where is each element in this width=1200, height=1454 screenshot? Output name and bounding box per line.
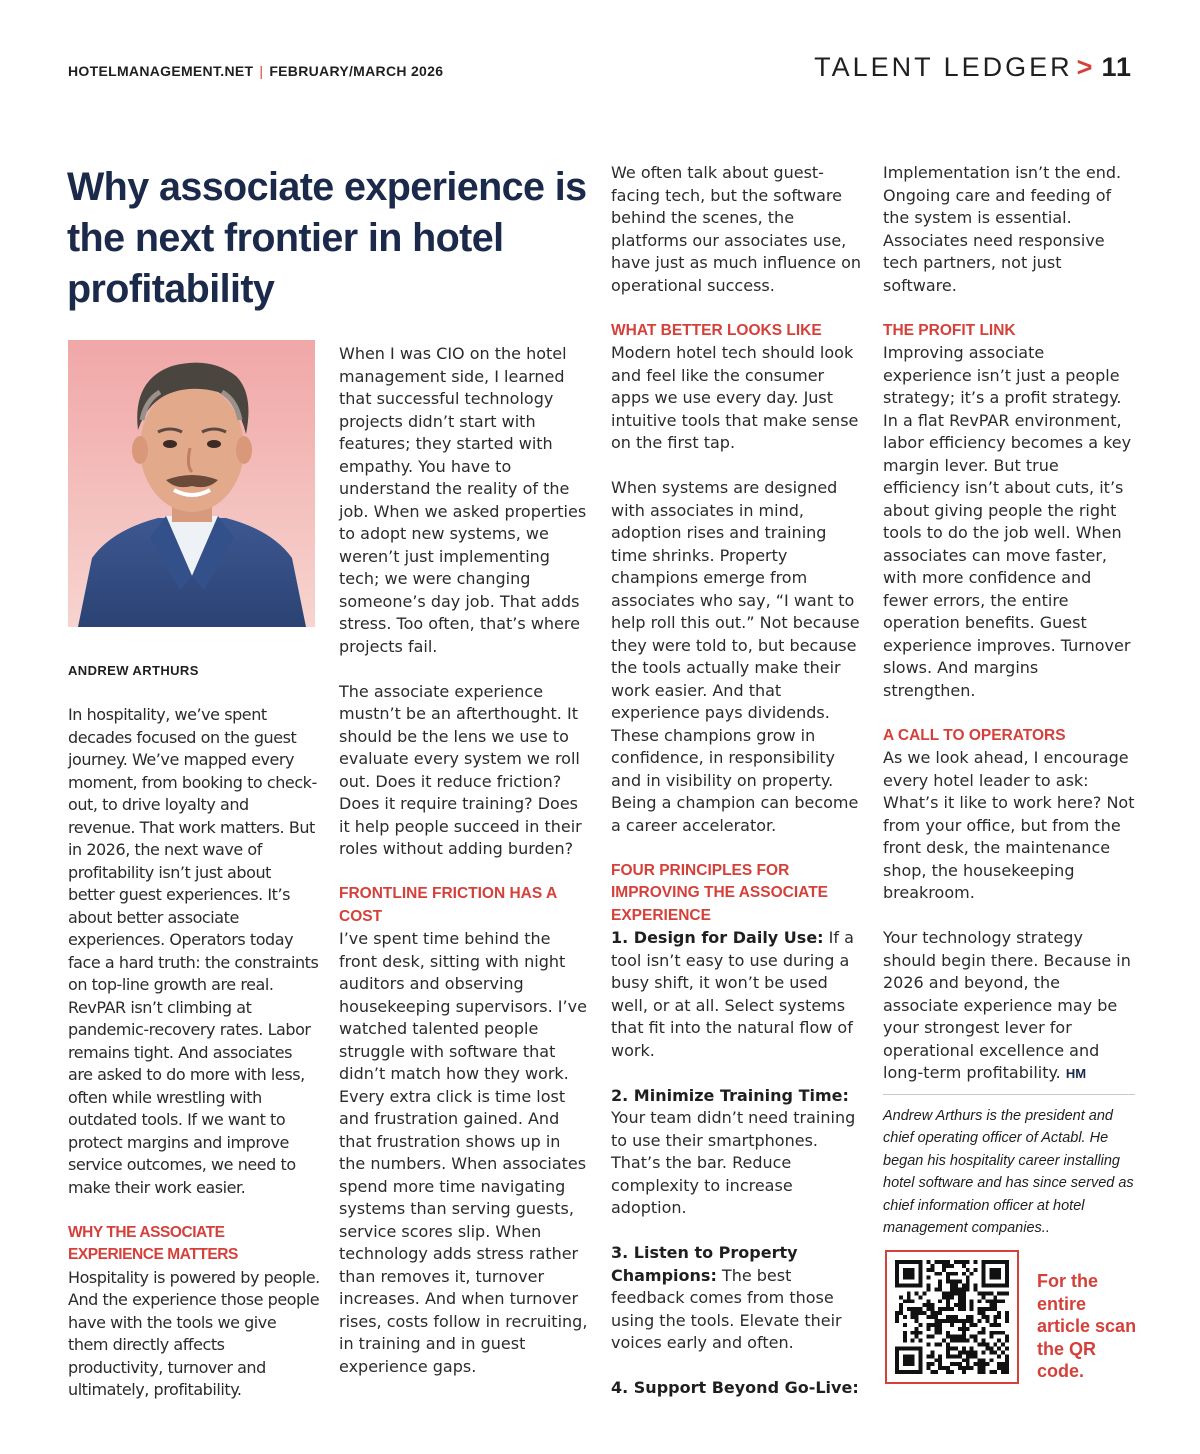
- final-paragraph-text: Your technology strategy should begin there. Because in 2026 and beyond, the associate experience may be your strongest lever for operational excellence and long-term profitability.: [883, 928, 1131, 1082]
- author-byline: ANDREW ARTHURS: [68, 663, 199, 678]
- principle-3-text: The best feedback comes from those using the tools. Elevate their voices early and often.: [611, 1265, 842, 1352]
- principle-2: [611, 1085, 863, 1220]
- principle-2-title: 2. Minimize Training Time:: [611, 1085, 849, 1105]
- section-header: [814, 52, 1132, 83]
- article-column-1: [68, 704, 320, 1402]
- principle-4-title: 4. Support Beyond Go-Live:: [611, 1378, 859, 1397]
- article-column-2: [339, 343, 591, 1378]
- body-paragraph: Improving associate experience isn’t just a people strategy; it’s a profit strategy. In a flat RevPAR environment, labor efficiency becomes a key margin lever. But true efficiency isn’t about cuts, it’s about giving people the right tools to do the job well. When associates can move faster, with more confidence and fewer errors, the entire operation benefits. Guest experience improves. Turnover slows. And margins strengthen.: [883, 343, 1132, 700]
- body-paragraph: When I was CIO on the hotel management side, I learned that successful technology projects didn’t start with features; they started with empathy. You have to understand the reality of the job. When we asked properties to adopt new systems, we weren’t just implementing tech; we were changing someone’s day job. That adds stress. Too often, that’s where projects fail.: [339, 344, 587, 656]
- author-photo: [68, 340, 315, 627]
- article-column-4: [883, 162, 1135, 1240]
- end-mark: HM: [1065, 1066, 1087, 1081]
- body-paragraph-final: [883, 927, 1135, 1086]
- author-portrait: [68, 340, 315, 627]
- qr-code-icon: [895, 1260, 1009, 1374]
- article-column-3: [611, 162, 863, 1400]
- qr-code[interactable]: [885, 1250, 1019, 1384]
- principle-4: [611, 1377, 863, 1400]
- page-number: 11: [1101, 52, 1132, 82]
- body-paragraph: I’ve spent time behind the front desk, sitting with night auditors and observing housekeeping supervisors. I’ve watched talented people struggle with software that didn’t match how they work. Every extra click is time lost and frustration gained. And that frustration shows up in the numbers. When associates spend more time navigating systems than serving guests, service scores slip. When technology adds stress rather than removes it, turnover increases. And when turnover rises, costs follow in recruiting, in training and in guest experience gaps.: [339, 929, 588, 1376]
- bio-divider: [883, 1094, 1135, 1095]
- subheading-why-it-matters: WHY THE ASSOCIATE EXPERIENCE MATTERS: [68, 1223, 238, 1263]
- section-title: TALENT LEDGER: [814, 52, 1073, 82]
- body-paragraph: As we look ahead, I encourage every hotel leader to ask: What’s it like to work here? Not from your office, but from the front desk, the maintenance shop, the housekeeping breakroom.: [883, 748, 1135, 902]
- principle-3: [611, 1242, 863, 1355]
- body-paragraph: The associate experience mustn’t be an afterthought. It should be the lens we use to evaluate every system we roll out. Does it reduce friction? Does it require training? Does it help people succeed in their roles without adding burden?: [339, 681, 582, 858]
- chevron-right-icon: >: [1076, 52, 1096, 82]
- site-name: HOTELMANAGEMENT.NET: [68, 63, 254, 79]
- principle-3-title: 3. Listen to Property Champions:: [611, 1243, 798, 1285]
- article-headline: Why associate experience is the next frontier in hotel profitability: [67, 165, 587, 311]
- body-paragraph: Implementation isn’t the end. Ongoing care and feeding of the system is essential. Associates need responsive tech partners, not just software.: [883, 163, 1122, 295]
- author-bio: Andrew Arthurs is the president and chief operating officer of Actabl. He began his hospitality career installing hotel software and has since served as chief information officer at hotel management companies..: [883, 1107, 1134, 1236]
- subheading-frontline-friction: FRONTLINE FRICTION HAS A COST: [339, 885, 557, 925]
- issue-header: [68, 63, 443, 79]
- principle-1-text: If a tool isn’t easy to use during a busy shift, it won’t be used well, or at all. Select systems that fit into the natural flow of work.: [611, 928, 854, 1060]
- principle-1: [611, 927, 863, 1062]
- body-paragraph: In hospitality, we’ve spent decades focused on the guest journey. We’ve mapped every moment, from booking to check-out, to drive loyalty and revenue. That work matters. But in 2026, the next wave of profitability isn’t just about better guest experiences. It’s about better associate experiences. Operators today face a hard truth: the constraints on top-line growth are real. RevPAR isn’t climbing at pandemic-recovery rates. Labor remains tight. And associates are asked to do more with less, often while wrestling with outdated tools. If we want to protect margins and improve service outcomes, we need to make their work easier.: [68, 705, 319, 1197]
- subheading-call-to-operators: A CALL TO OPERATORS: [883, 726, 1066, 744]
- body-paragraph: Hospitality is powered by people. And the experience those people have with the tools we give them directly affects productivity, turnover and ultimately, profitability.: [68, 1267, 320, 1399]
- body-paragraph: We often talk about guest-facing tech, but the software behind the scenes, the platforms our associates use, have just as much influence on operational success.: [611, 163, 862, 295]
- subheading-four-principles: FOUR PRINCIPLES FOR IMPROVING THE ASSOCIATE EXPERIENCE: [611, 861, 829, 924]
- principle-2-text: Your team didn’t need training to use their smartphones. That’s the bar. Reduce complexity to increase adoption.: [611, 1108, 856, 1217]
- issue-date: FEBRUARY/MARCH 2026: [269, 63, 444, 79]
- header-separator: |: [259, 63, 264, 79]
- body-paragraph: Modern hotel tech should look and feel like the consumer apps we use every day. Just intuitive tools that make sense on the first tap.: [611, 343, 859, 452]
- principle-1-title: 1. Design for Daily Use:: [611, 928, 824, 947]
- subheading-profit-link: THE PROFIT LINK: [883, 321, 1016, 339]
- qr-call-to-action: For the entire article scan the QR code.: [1037, 1271, 1137, 1381]
- subheading-what-better-looks-like: WHAT BETTER LOOKS LIKE: [611, 321, 822, 339]
- body-paragraph: When systems are designed with associates in mind, adoption rises and training time shrinks. Property champions emerge from associates who say, “I want to help roll this out.” Not because they were told to, but because the tools actually make their work easier. And that experience pays dividends. These champions grow in confidence, in responsibility and in visibility on property. Being a champion can become a career accelerator.: [611, 478, 860, 835]
